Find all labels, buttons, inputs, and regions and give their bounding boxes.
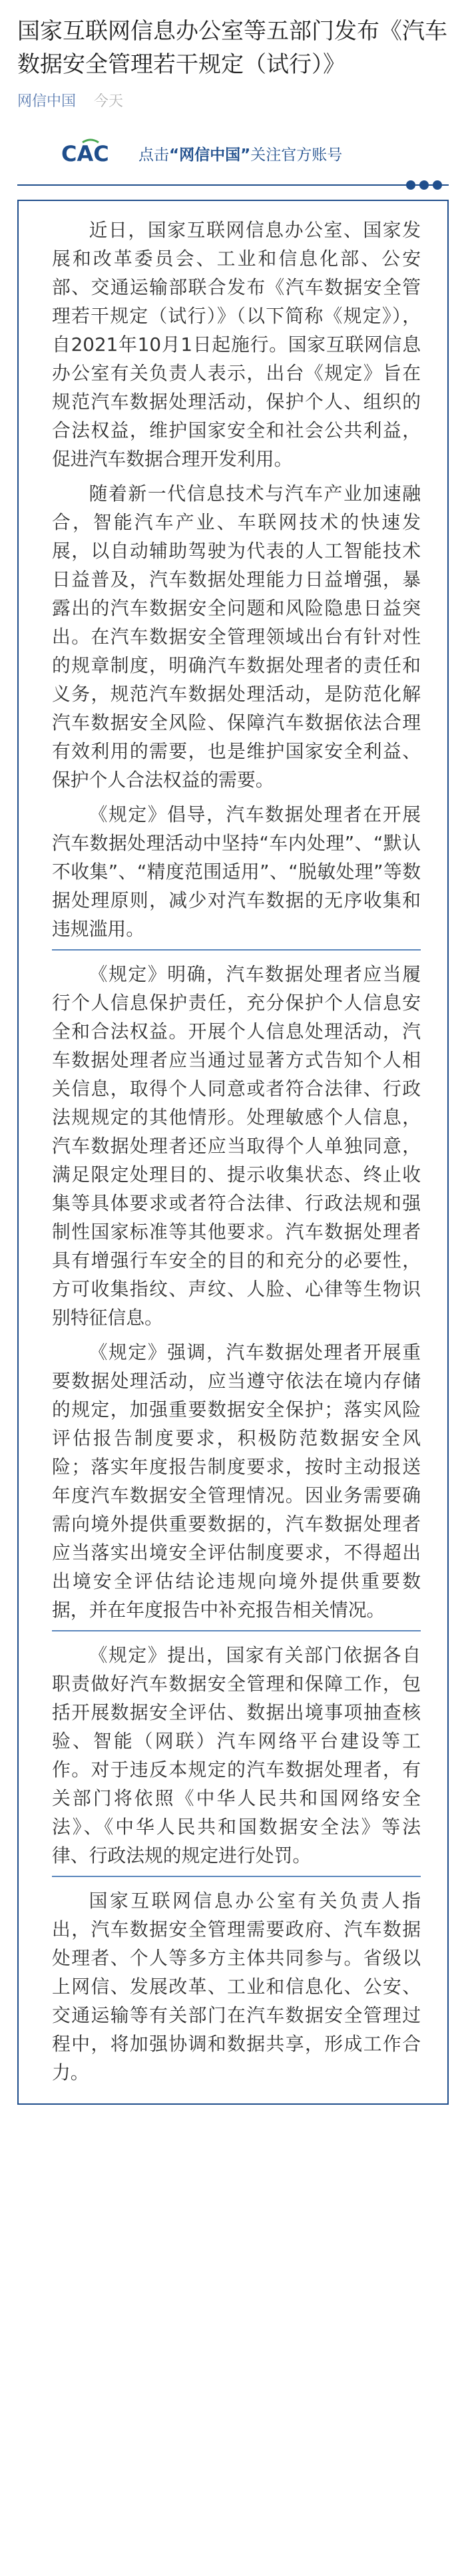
paragraph-separator <box>52 1876 421 1877</box>
body-paragraph-2: 随着新一代信息技术与汽车产业加速融合，智能汽车产业、车联网技术的快速发展，以自动辅助驾驶为代表的人工智能技术日益普及，汽车数据处理能力日益增强，暴露出的汽车数据安全问题和风险隐患日益突出。在汽车数据安全管理领域出台有针对性的规章制度，明确汽车数据处理者的责任和义务，规范汽车数据处理活动，是防范化解汽车数据安全风险、保障汽车数据依法合理有效利用的需要，也是维护国家安全利益、保护个人合法权益的需要。 <box>52 483 421 791</box>
body-paragraph-4: 《规定》明确，汽车数据处理者应当履行个人信息保护责任，充分保护个人信息安全和合法权益。开展个人信息处理活动，汽车数据处理者应当通过显著方式告知个人相关信息，取得个人同意或者符合法律、行政法规规定的其他情形。处理敏感个人信息，汽车数据处理者还应当取得个人单独同意，满足限定处理目的、提示收集状态、终止收集等具体要求或者符合法律、行政法规和强制性国家标准等其他要求。汽车数据处理者具有增强行车安全的目的和充分的必要性，方可收集指纹、声纹、人脸、心律等生物识别特征信息。 <box>52 963 421 1329</box>
paragraph-separator <box>52 1630 421 1631</box>
article-title: 国家互联网信息办公室等五部门发布《汽车数据安全管理若干规定（试行）》 <box>17 18 447 78</box>
divider-line <box>17 184 449 186</box>
body-paragraph-5: 《规定》强调，汽车数据处理者开展重要数据处理活动，应当遵守依法在境内存储的规定，加强重要数据安全保护；落实风险评估报告制度要求，积极防范数据安全风险；落实年度报告制度要求，按时主动报送年度汽车数据安全管理情况。因业务需要确需向境外提供重要数据的，汽车数据处理者应当落实出境安全评估制度要求，不得超出出境安全评估结论违规向境外提供重要数据，并在年度报告中补充报告相关情况。 <box>52 1341 421 1621</box>
paragraph-separator <box>52 949 421 951</box>
dot <box>419 180 429 190</box>
cac-logo <box>60 138 124 168</box>
article-meta <box>17 92 449 112</box>
follow-prefix: 点击 <box>138 146 169 164</box>
dot <box>433 180 442 190</box>
divider-dots <box>402 180 442 190</box>
body-paragraph-7: 国家互联网信息办公室有关负责人指出，汽车数据安全管理需要政府、汽车数据处理者、个人等多方主体共同参与。省级以上网信、发展改革、工业和信息化、公安、交通运输等有关部门在汽车数据安全管理过程中，将加强协调和数据共享，形成工作合力。 <box>52 1890 421 2083</box>
publish-time: 今天 <box>94 93 124 110</box>
account-name-link[interactable]: 网信中国 <box>17 93 77 110</box>
article-body-box <box>17 200 449 2105</box>
follow-banner-text <box>138 142 342 164</box>
follow-highlight: “网信中国” <box>169 146 251 164</box>
follow-suffix: 关注官方账号 <box>250 146 343 164</box>
follow-banner[interactable] <box>60 138 449 168</box>
body-paragraph-6: 《规定》提出，国家有关部门依据各自职责做好汽车数据安全管理和保障工作，包括开展数据安全评估、数据出境事项抽查核验、智能（网联）汽车网络平台建设等工作。对于违反本规定的汽车数据处理者，有关部门将依照《中华人民共和国网络安全法》、《中华人民共和国数据安全法》等法律、行政法规的规定进行处罚。 <box>52 1644 421 1866</box>
body-paragraph-3: 《规定》倡导，汽车数据处理者在开展汽车数据处理活动中坚持“车内处理”、“默认不收集”、“精度范围适用”、“脱敏处理”等数据处理原则，减少对汽车数据的无序收集和违规滥用。 <box>52 803 421 940</box>
dot <box>406 180 415 190</box>
banner-divider <box>17 178 449 192</box>
cac-logo-text: CAC <box>61 141 109 166</box>
body-paragraph-1: 近日，国家互联网信息办公室、国家发展和改革委员会、工业和信息化部、公安部、交通运输部联合发布《汽车数据安全管理若干规定（试行）》（以下简称《规定》），自2021年10月1日起施行。国家互联网信息办公室有关负责人表示，出台《规定》旨在规范汽车数据处理活动，保护个人、组织的合法权益，维护国家安全和社会公共利益，促进汽车数据合理开发利用。 <box>52 219 421 470</box>
